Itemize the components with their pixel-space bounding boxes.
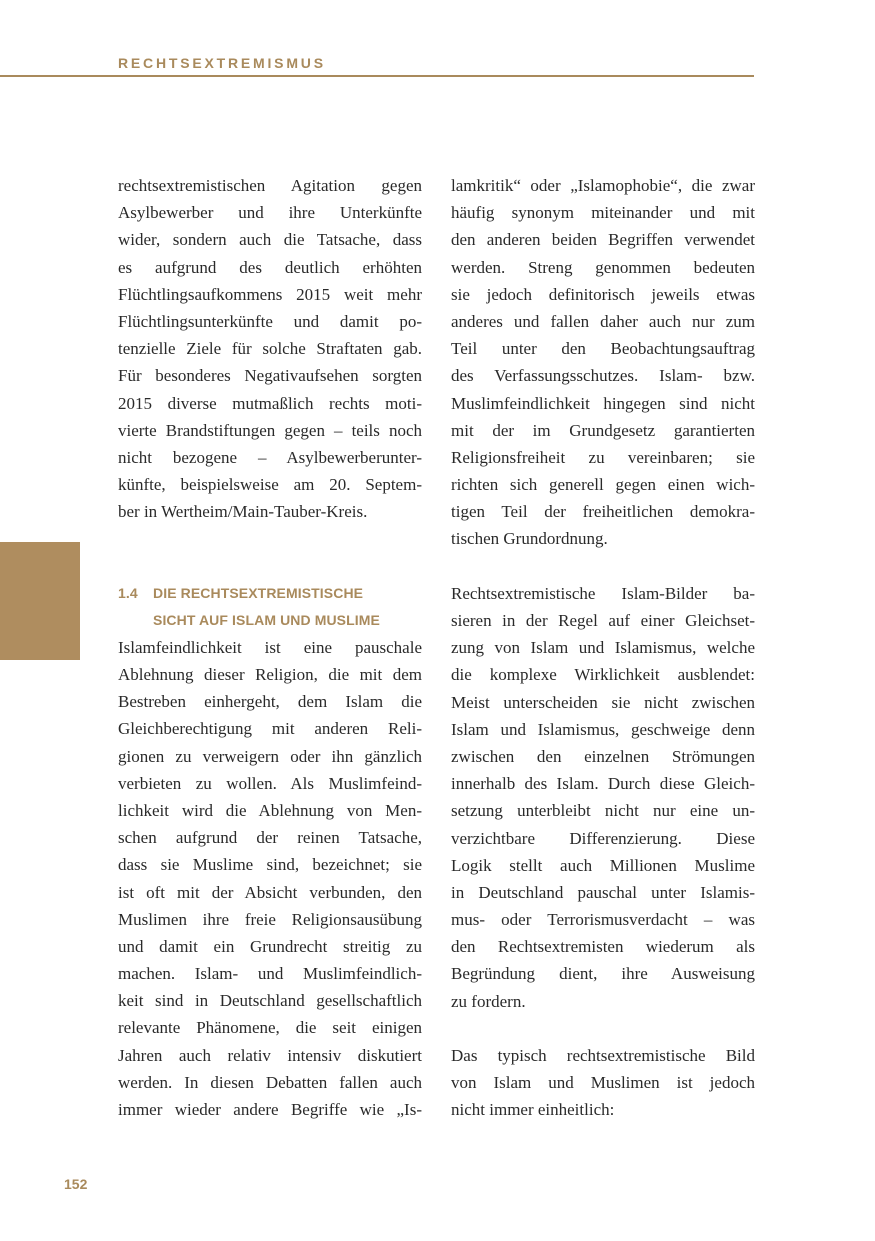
section-title-line-2: SICHT AUF ISLAM UND MUSLIME: [153, 611, 380, 628]
paragraph-1: [451, 172, 755, 553]
text-line: setzung unterbleibt nicht nur eine un-: [451, 801, 755, 821]
text-line: Gleichberechtigung mit anderen Reli-: [118, 719, 422, 739]
paragraph-2: [451, 580, 755, 1015]
intro-paragraph: [118, 172, 422, 525]
text-line: sieren in der Regel auf einer Gleichset-: [451, 611, 755, 630]
text-line: Für besonderes Negativaufsehen sorgten: [118, 366, 422, 386]
text-line: Islamfeindlichkeit ist eine pauschale: [118, 637, 422, 657]
text-line: richten sich generell gegen einen wich-: [451, 475, 755, 495]
text-line: tenzielle Ziele für solche Straftaten gab.: [118, 339, 422, 359]
section-heading: [118, 580, 422, 634]
right-column: [451, 172, 755, 1124]
text-line: gionen zu verweigern oder ihn gänzlich: [118, 746, 422, 766]
text-line: werden. Streng genommen bedeuten: [451, 257, 755, 277]
text-line: Religionsfreiheit zu vereinbaren; sie: [451, 447, 755, 467]
text-line: ber in Wertheim/Main-Tauber-Kreis.: [118, 502, 368, 522]
text-line: künfte, beispielsweise am 20. Septem-: [118, 475, 422, 495]
text-line: rechtsextremistischen Agitation gegen: [118, 176, 422, 195]
section-number: 1.4: [118, 584, 138, 601]
text-line: innerhalb des Islam. Durch diese Gleich-: [451, 774, 755, 794]
text-line: anderes und fallen daher auch nur zum: [451, 311, 755, 331]
paragraph-gap: [118, 525, 422, 552]
text-line: relevante Phänomene, die seit einigen: [118, 1018, 422, 1038]
text-line: von Islam und Muslimen ist jedoch: [451, 1073, 755, 1093]
text-line: zu fordern.: [451, 991, 526, 1011]
paragraph-gap: [118, 553, 422, 580]
section-paragraph: [118, 634, 422, 1123]
text-line: ist oft mit der Absicht verbunden, den: [118, 882, 422, 902]
text-line: mus- oder Terrorismusverdacht – was: [451, 910, 755, 930]
text-line: werden. In diesen Debatten fallen auch: [118, 1072, 422, 1092]
header-rule: [0, 75, 754, 77]
text-line: tigen Teil der freiheitlichen demokra-: [451, 502, 755, 522]
text-line: wider, sondern auch die Tatsache, dass: [118, 230, 422, 250]
text-line: vierte Brandstiftungen gegen – teils noch: [118, 420, 422, 440]
text-line: Bestreben einhergeht, dem Islam die: [118, 692, 422, 712]
text-line: Muslimfeindlichkeit hingegen sind nicht: [451, 393, 755, 413]
text-line: lamkritik“ oder „Islamophobie“, die zwar: [451, 176, 755, 195]
text-line: Meist unterscheiden sie nicht zwischen: [451, 692, 755, 712]
text-line: des Verfassungsschutzes. Islam- bzw.: [451, 366, 755, 386]
left-column: [118, 172, 422, 1123]
text-line: keit sind in Deutschland gesellschaftlich: [118, 991, 422, 1011]
paragraph-gap: [451, 553, 755, 580]
text-line: lichkeit wird die Ablehnung von Men-: [118, 800, 422, 820]
text-line: Muslimen ihre freie Religionsausübung: [118, 909, 422, 929]
paragraph-gap: [451, 1015, 755, 1042]
page-number: 152: [64, 1176, 88, 1192]
text-line: zung von Islam und Islamismus, welche: [451, 638, 755, 658]
section-title-line-1: DIE RECHTSEXTREMISTISCHE: [153, 584, 364, 601]
text-line: machen. Islam- und Muslimfeindlich-: [118, 964, 422, 984]
text-line: schen aufgrund der reinen Tatsache,: [118, 828, 422, 848]
text-line: Jahren auch relativ intensiv diskutiert: [118, 1045, 422, 1065]
text-line: es aufgrund des deutlich erhöhten: [118, 257, 422, 277]
text-line: sie jedoch definitorisch jeweils etwas: [451, 284, 755, 304]
text-line: verzichtbare Differenzierung. Diese: [451, 828, 755, 848]
chapter-side-tab: [0, 542, 80, 660]
text-line: nicht immer einheitlich:: [451, 1100, 615, 1120]
text-line: Begründung dient, ihre Ausweisung: [451, 964, 755, 984]
text-line: die komplexe Wirklichkeit ausblendet:: [451, 665, 755, 685]
paragraph-3: [451, 1042, 755, 1124]
text-line: den anderen beiden Begriffen verwendet: [451, 230, 755, 250]
text-line: häufig synonym miteinander und mit: [451, 203, 755, 223]
text-line: verbieten zu wollen. Als Muslimfeind-: [118, 773, 422, 793]
text-line: in Deutschland pauschal unter Islamis-: [451, 882, 755, 902]
text-line: Das typisch rechtsextremistische Bild: [451, 1046, 755, 1065]
text-line: zwischen den einzelnen Strömungen: [451, 746, 755, 766]
text-line: Teil unter den Beobachtungsauftrag: [451, 339, 755, 359]
text-line: 2015 diverse mutmaßlich rechts moti-: [118, 393, 422, 413]
text-line: immer wieder andere Begriffe wie „Is-: [118, 1100, 422, 1119]
text-line: Asylbewerber und ihre Unterkünfte: [118, 203, 422, 223]
text-line: und damit ein Grundrecht streitig zu: [118, 936, 422, 956]
text-line: mit der im Grundgesetz garantierten: [451, 420, 755, 440]
text-line: den Rechtsextremisten wiederum als: [451, 937, 755, 957]
text-line: Logik stellt auch Millionen Muslime: [451, 855, 755, 875]
text-line: Flüchtlingsunterkünfte und damit po-: [118, 311, 422, 331]
text-line: tischen Grundordnung.: [451, 529, 608, 549]
running-title: RECHTSEXTREMISMUS: [118, 55, 326, 71]
text-line: Rechtsextremistische Islam-Bilder ba-: [451, 583, 755, 603]
text-line: Islam und Islamismus, geschweige denn: [451, 719, 755, 739]
text-line: nicht bezogene – Asylbewerberunter-: [118, 447, 422, 467]
text-line: Ablehnung dieser Religion, die mit dem: [118, 665, 422, 684]
text-line: dass sie Muslime sind, bezeichnet; sie: [118, 855, 422, 875]
text-line: Flüchtlingsaufkommens 2015 weit mehr: [118, 284, 422, 304]
